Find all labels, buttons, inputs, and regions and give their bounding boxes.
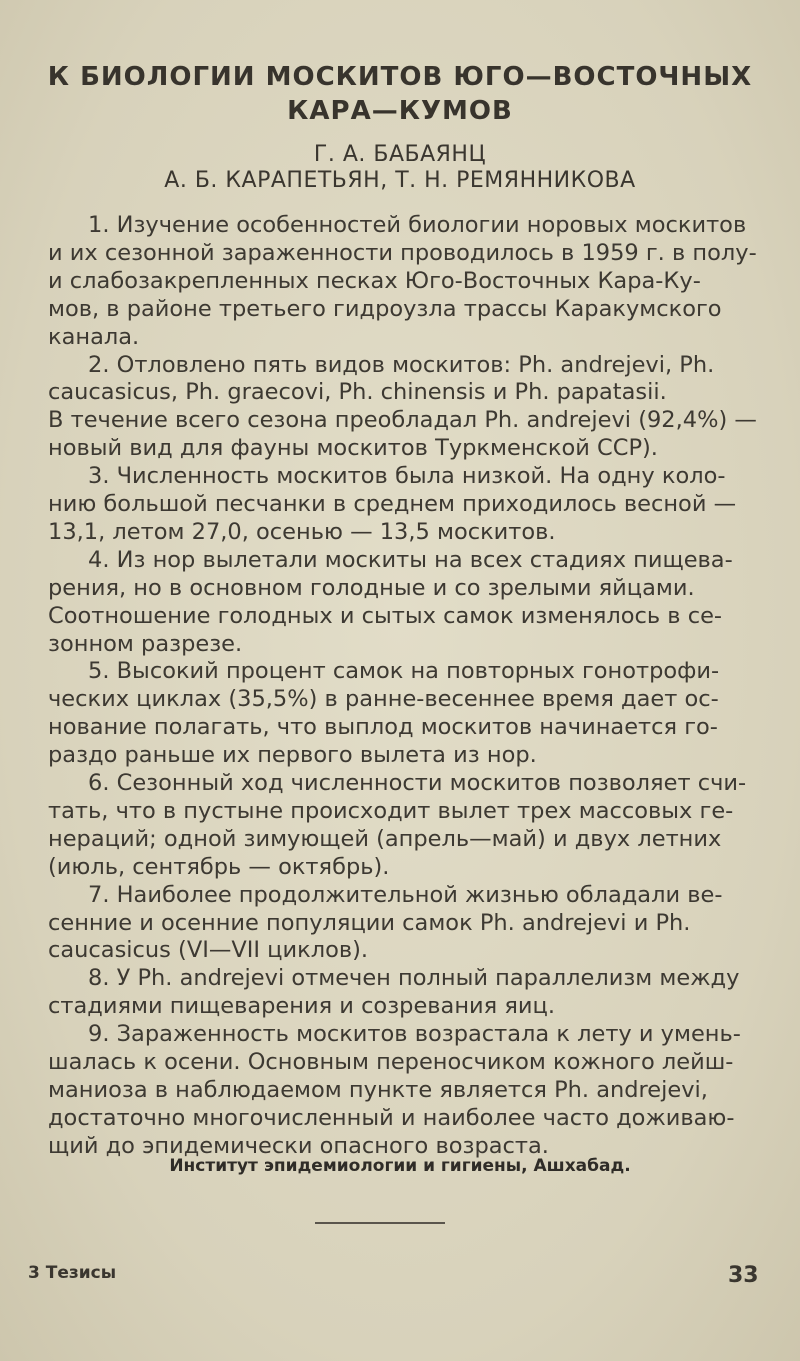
author-line-1: Г. А. БАБАЯНЦ [313, 142, 487, 167]
body-line: нераций; одной зимующей (апрель—май) и двух летних [48, 826, 722, 852]
divider-rule [315, 1222, 445, 1224]
title-line-2: КАРА—КУМОВ [287, 96, 513, 126]
body-line: 2. Отловлено пять видов москитов: Ph. andrejevi, Ph. [88, 352, 715, 378]
body-line: шалась к осени. Основным переносчиком кожного лейш- [48, 1049, 734, 1075]
body-line: 6. Сезонный ход численности москитов позволяет счи- [88, 770, 747, 796]
body-line: 4. Из нор вылетали москиты на всех стадиях пищева- [88, 547, 733, 573]
body-line: рения, но в основном голодные и со зрелыми яйцами. [48, 575, 695, 601]
body-line: нию большой песчанки в среднем приходилось весной — [48, 491, 737, 517]
body-line: стадиями пищеварения и созревания яиц. [48, 993, 555, 1019]
body-line: тать, что в пустыне происходит вылет трех массовых ге- [48, 798, 734, 824]
body-line: зонном разрезе. [48, 631, 243, 657]
body-line: достаточно многочисленный и наиболее часто доживаю- [48, 1105, 735, 1131]
author-line-2: А. Б. КАРАПЕТЬЯН, Т. Н. РЕМЯННИКОВА [164, 168, 636, 193]
body-line: В течение всего сезона преобладал Ph. andrejevi (92,4%) — [48, 407, 757, 433]
body-line: 1. Изучение особенностей биологии норовых москитов [88, 212, 747, 238]
body-line: и слабозакрепленных песках Юго-Восточных Кара-Ку- [48, 268, 701, 294]
body-line: 7. Наиболее продолжительной жизнью обладали ве- [88, 882, 723, 908]
body-line: мов, в районе третьего гидроузла трассы Каракумского [48, 296, 722, 322]
body-line: Соотношение голодных и сытых самок изменялось в се- [48, 603, 723, 629]
institute-affiliation: Институт эпидемиологии и гигиены, Ашхабад. [169, 1156, 631, 1176]
title-line-1: К БИОЛОГИИ МОСКИТОВ ЮГО—ВОСТОЧНЫХ [47, 62, 753, 92]
body-line: сенние и осенние популяции самок Ph. andrejevi и Ph. [48, 910, 691, 936]
body-line: раздо раньше их первого вылета из нор. [48, 742, 537, 768]
body-line: caucasicus, Ph. graecovi, Ph. chinensis и Ph. papatasii. [48, 379, 667, 405]
body-line: нование полагать, что выплод москитов начинается го- [48, 714, 718, 740]
body-line: caucasicus (VI—VII циклов). [48, 937, 369, 963]
body-line: щий до эпидемически опасного возраста. [48, 1133, 549, 1159]
body-line: и их сезонной зараженности проводилось в 1959 г. в полу- [48, 240, 757, 266]
page-number: 33 [728, 1263, 759, 1288]
body-line: 8. У Ph. andrejevi отмечен полный параллелизм между [88, 965, 740, 991]
signature-mark: 3 Тезисы [28, 1263, 117, 1283]
body-line: (июль, сентябрь — октябрь). [48, 854, 390, 880]
body-line: 3. Численность москитов была низкой. На одну коло- [88, 463, 726, 489]
body-line: 9. Зараженность москитов возрастала к лету и умень- [88, 1021, 741, 1047]
body-line: маниоза в наблюдаемом пункте является Ph. andrejevi, [48, 1077, 708, 1103]
body-line: 13,1, летом 27,0, осенью — 13,5 москитов. [48, 519, 556, 545]
body-line: ческих циклах (35,5%) в ранне-весеннее время дает ос- [48, 686, 719, 712]
body-line: новый вид для фауны москитов Туркменской ССР). [48, 435, 658, 461]
body-line: канала. [48, 324, 140, 350]
body-line: 5. Высокий процент самок на повторных гонотрофи- [88, 658, 720, 684]
